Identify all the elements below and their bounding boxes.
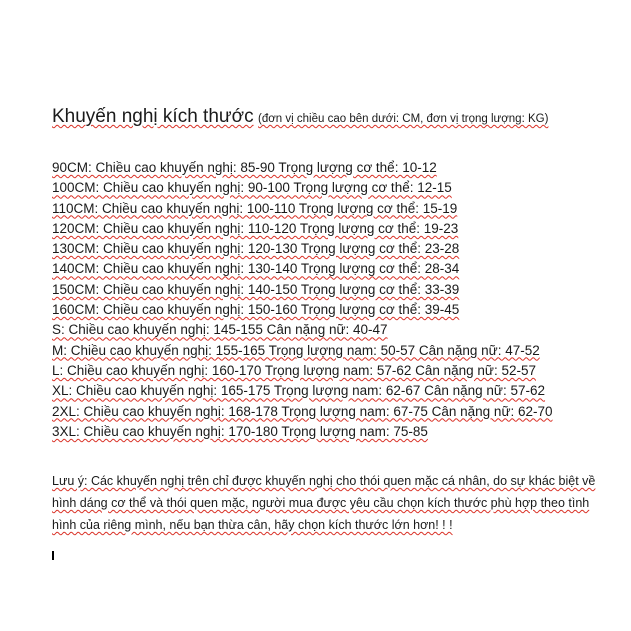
text-cursor <box>52 551 54 560</box>
size-recommendation-list <box>52 158 622 442</box>
size-row-140cm: 140CM: Chiều cao khuyến nghị: 130-140 Trọng lượng cơ thể: 28-34 <box>52 261 460 277</box>
size-row-s: S: Chiều cao khuyến nghị: 145-155 Cân nặng nữ: 40-47 <box>52 322 388 338</box>
size-row-3xl: 3XL: Chiều cao khuyến nghị: 170-180 Trọng lượng nam: 75-85 <box>52 423 428 439</box>
size-row-150cm: 150CM: Chiều cao khuyến nghị: 140-150 Trọng lượng cơ thể: 33-39 <box>52 281 460 297</box>
size-row-100cm: 100CM: Chiều cao khuyến nghị: 90-100 Trọng lượng cơ thể: 12-15 <box>52 180 452 196</box>
size-row-110cm: 110CM: Chiều cao khuyến nghị: 100-110 Trọng lượng cơ thể: 15-19 <box>52 200 458 216</box>
title-subtitle: (đơn vị chiều cao bên dưới: CM, đơn vị trọng lượng: KG) <box>258 113 549 125</box>
size-row-120cm: 120CM: Chiều cao khuyến nghị: 110-120 Trọng lượng cơ thể: 19-23 <box>52 220 459 236</box>
size-row-160cm: 160CM: Chiều cao khuyến nghị: 150-160 Trọng lượng cơ thể: 39-45 <box>52 302 460 318</box>
size-row-m: M: Chiều cao khuyến nghị: 155-165 Trọng lượng nam: 50-57 Cân nặng nữ: 47-52 <box>52 342 540 358</box>
size-row-xl: XL: Chiều cao khuyến nghị: 165-175 Trọng lượng nam: 62-67 Cân nặng nữ: 57-62 <box>52 383 546 399</box>
size-row-2xl: 2XL: Chiều cao khuyến nghị: 168-178 Trọng lượng nam: 67-75 Cân nặng nữ: 62-70 <box>52 403 553 419</box>
size-row-l: L: Chiều cao khuyến nghị: 160-170 Trọng lượng nam: 57-62 Cân nặng nữ: 52-57 <box>52 362 536 378</box>
title-main: Khuyến nghị kích thước <box>52 106 254 127</box>
document-title <box>52 105 548 131</box>
note-paragraph: Lưu ý: Các khuyến nghị trên chỉ được khuyến nghị cho thói quen mặc cá nhân, do sự khác biệt về hình dáng cơ thể và thói quen mặc, người mua được yêu cầu chọn kích thước phù hợp theo tình hình của riêng mình, nếu bạn thừa cân, hãy chọn kích thước lớn hơn! ! ! <box>52 474 596 532</box>
size-row-90cm: 90CM: Chiều cao khuyến nghị: 85-90 Trọng lượng cơ thể: 10-12 <box>52 160 437 175</box>
size-row-130cm: 130CM: Chiều cao khuyến nghị: 120-130 Trọng lượng cơ thể: 23-28 <box>52 241 460 257</box>
